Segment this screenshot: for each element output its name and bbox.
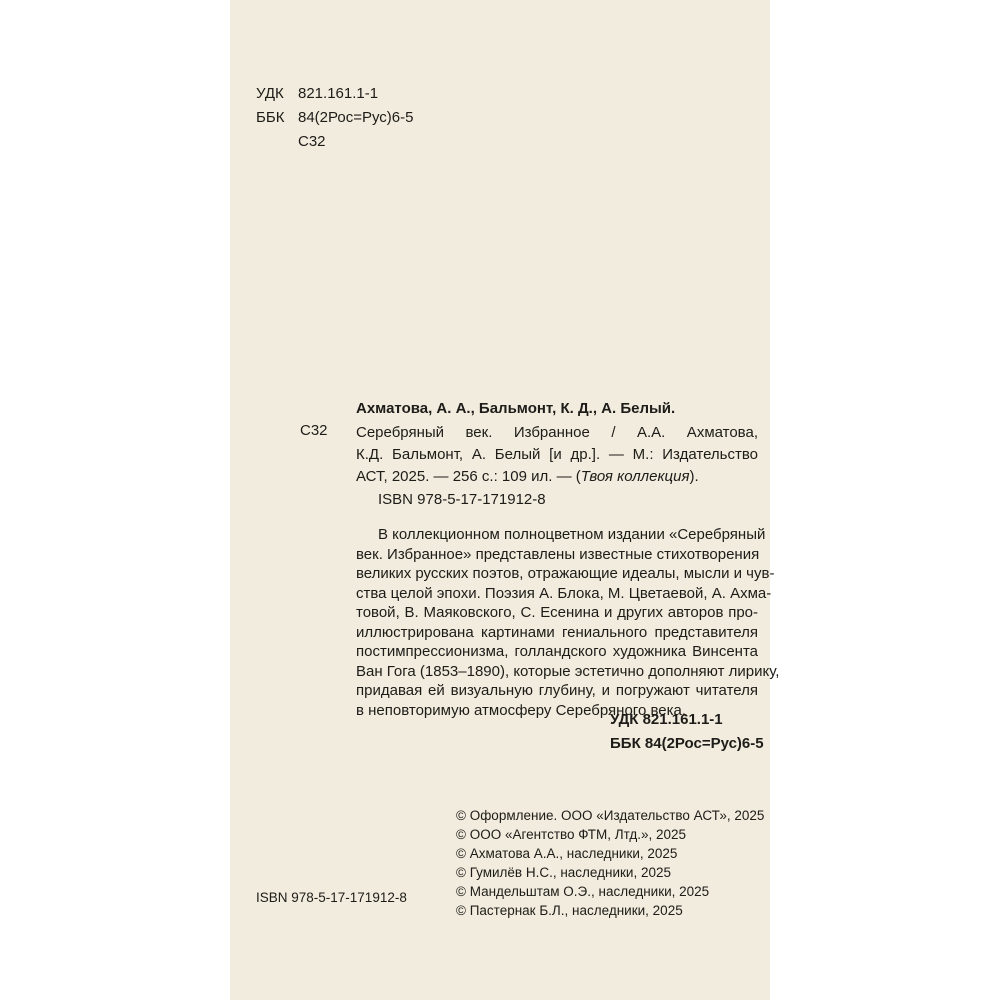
copyright-line: © Оформление. ООО «Издательство АСТ», 2025: [456, 808, 765, 823]
udk-line: [256, 82, 378, 106]
udk-value: 821.161.1-1: [298, 85, 379, 102]
bbk-line: [256, 106, 413, 130]
bib-line: Серебряный век. Избранное / А.А. Ахматова,: [356, 424, 758, 441]
annotation-line: ства целой эпохи. Поэзия А. Блока, М. Цветаевой, А. Ахма-: [356, 584, 772, 602]
annotation-line: придавая ей визуальную глубину, и погружают читателя: [356, 682, 758, 699]
annotation-line: иллюстрирована картинами гениального представителя: [356, 623, 758, 641]
copyright-line: © Пастернак Б.Л., наследники, 2025: [456, 903, 683, 918]
isbn-main: ISBN 978-5-17-171912-8: [378, 491, 546, 508]
udk-index: УДК 821.161.1-1: [610, 711, 723, 728]
author-code: С32: [300, 422, 328, 439]
copyright-line: © Ахматова А.А., наследники, 2025: [456, 846, 678, 861]
copyright-line: © ООО «Агентство ФТМ, Лтд.», 2025: [456, 827, 687, 842]
annotation-line: Ван Гога (1853–1890), которые эстетично дополняют лирику,: [356, 662, 780, 680]
annotation-line: товой, В. Маяковского, С. Есенина и других авторов про-: [356, 604, 758, 621]
bibliographic-description: [356, 422, 758, 488]
isbn-bottom: ISBN 978-5-17-171912-8: [256, 890, 407, 905]
copyright-line: © Гумилёв Н.С., наследники, 2025: [456, 865, 671, 880]
annotation-line: постимпрессионизма, голландского художника Винсента: [356, 643, 758, 660]
annotation-line: в неповторимую атмосферу Серебряного века.: [356, 701, 686, 719]
copyright-line: © Мандельштам О.Э., наследники, 2025: [456, 884, 710, 899]
annotation-line: В коллекционном полноцветном издании «Серебряный: [378, 526, 766, 543]
bbk-index: ББК 84(2Рос=Рус)6-5: [610, 735, 764, 752]
author-code-top: С32: [298, 133, 326, 150]
annotation-line: великих русских поэтов, отражающие идеалы, мысли и чув-: [356, 565, 775, 582]
bib-line-text: АСТ, 2025. — 256 с.: 109 ил. — (: [356, 468, 581, 485]
bbk-label: ББК: [256, 109, 285, 126]
udk-label: УДК: [256, 85, 284, 102]
copyright-block: [456, 806, 764, 920]
bbk-value: 84(2Рос=Рус)6-5: [298, 109, 414, 126]
annotation: [356, 525, 780, 720]
series-name: Твоя коллекция: [580, 468, 690, 485]
bib-line: К.Д. Бальмонт, А. Белый [и др.]. — М.: Издательство: [356, 446, 758, 463]
bib-line-last: [356, 466, 758, 488]
author-heading: Ахматова, А. А., Бальмонт, К. Д., А. Белый.: [356, 400, 676, 417]
series-close: ).: [689, 468, 699, 485]
annotation-line: век. Избранное» представлены известные стихотворения: [356, 545, 760, 563]
